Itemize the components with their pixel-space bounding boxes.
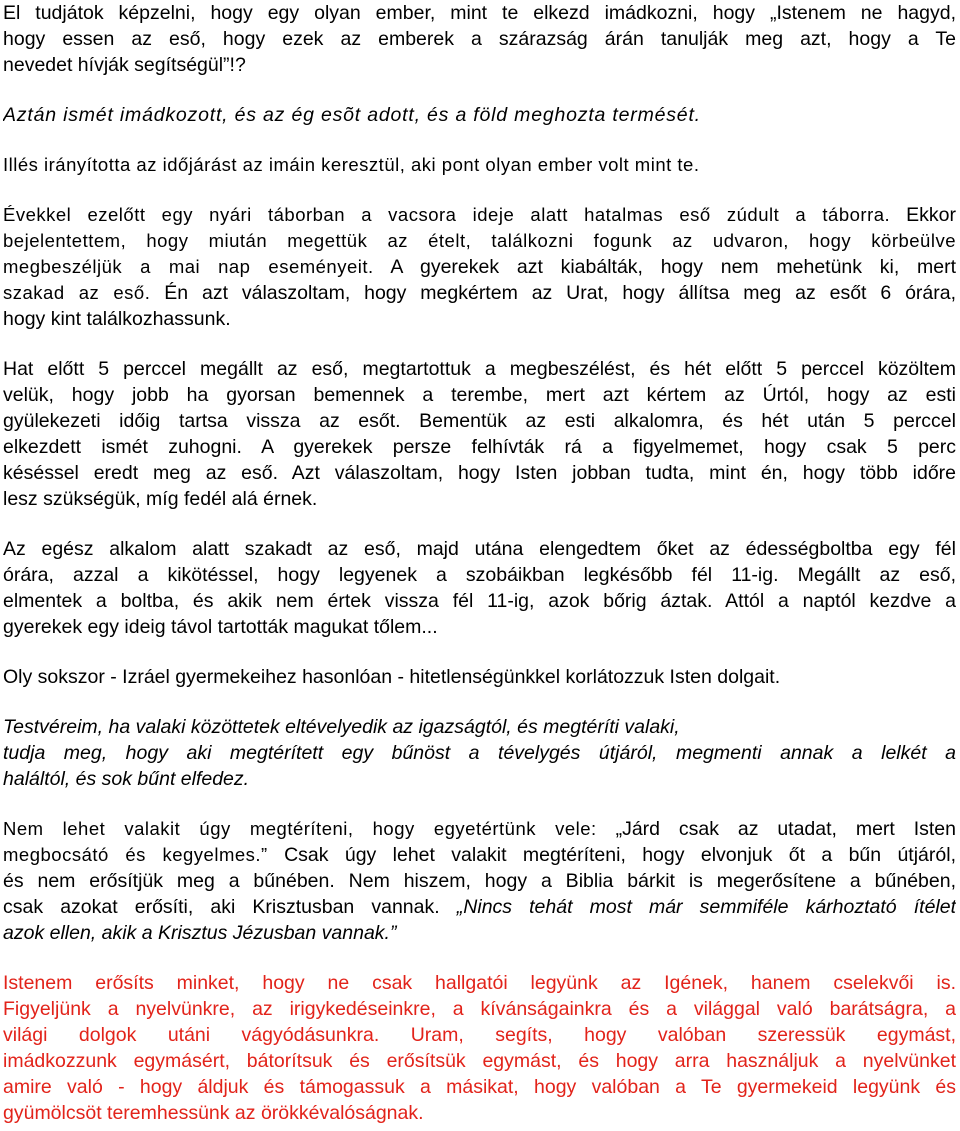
- text-line: és nem erősítjük meg a bűnében. Nem hiszem, hogy a Biblia bárkit is megerősítene a bűnében,: [3, 870, 956, 892]
- text-line: hogy kint találkozhassunk.: [3, 308, 231, 330]
- summary-paragraph: [3, 664, 956, 690]
- camp-story-paragraph: [3, 202, 956, 332]
- document-body: [3, 0, 956, 1126]
- text-segment: Csak úgy lehet valakit megtéríteni, hogy elvonjuk őt a bűn útjáról,: [284, 844, 956, 866]
- text-segment: Évekkel ezelőtt egy nyári táborban a vacsora ideje alatt hatalmas eső zúdult a táborra.: [3, 204, 891, 225]
- reflection-paragraph: [3, 816, 956, 946]
- text-line: [3, 894, 956, 920]
- text-line: velük, hogy jobb ha gyorsan bemennek a terembe, mert azt kértem az Úrtól, hogy az esti: [3, 384, 956, 406]
- text-line: Hat előtt 5 perccel megállt az eső, megtartottuk a megbeszélést, és hét előtt 5 perccel közöltem: [3, 358, 956, 380]
- intro-paragraph: [3, 0, 956, 78]
- camp-story-2-paragraph: [3, 356, 956, 512]
- prayer-line: világi dolgok utáni vágyódásunkra. Uram, segíts, hogy valóban szeressük egymást,: [3, 1024, 956, 1046]
- text-line: El tudjátok képzelni, hogy egy olyan ember, mint te elkezd imádkozni, hogy „Istenem ne hagyd,: [3, 2, 956, 24]
- prayer-paragraph: [3, 970, 956, 1126]
- italic-verse-line: Aztán ismét imádkozott, és az ég esõt adott, és a föld meghozta termését.: [3, 104, 701, 126]
- text-segment: Nem lehet valakit úgy megtéríteni, hogy egyetértünk vele:: [3, 818, 597, 839]
- text-segment: megbeszéljük a mai nap eseményeit.: [3, 256, 374, 277]
- quote-segment: „Járd csak az utadat, mert Isten: [615, 818, 956, 840]
- text-line: gyülekezeti időig tartsa vissza az esőt. Bementük az esti alkalomra, és hét után 5 perccel: [3, 410, 956, 432]
- text-segment: Ekkor: [906, 204, 956, 226]
- text-line: [3, 816, 956, 842]
- rain-verse-paragraph: [3, 102, 956, 128]
- text-line: [3, 202, 956, 228]
- elijah-paragraph: [3, 152, 956, 178]
- text-line: [3, 254, 956, 280]
- text-line: Illés irányította az időjárást az imáin keresztül, aki pont olyan ember volt mint te.: [3, 154, 700, 175]
- text-line: elmentek a boltba, és akik nem értek vissza fél 11-ig, azok bőrig áztak. Attól a naptól kezdve a: [3, 590, 956, 612]
- text-line: órára, azzal a kikötéssel, hogy legyenek a szobáikban legkésőbb fél 11-ig. Megállt az eső,: [3, 564, 956, 586]
- italic-verse-line: tudja meg, hogy aki megtérített egy bűnöst a tévelygés útjáról, megmenti annak a lelkét a: [3, 742, 956, 764]
- text-line: [3, 842, 956, 868]
- text-line: hogy essen az eső, hogy ezek az emberek a szárazság árán tanulják meg azt, hogy a Te: [3, 28, 956, 50]
- text-segment: szakad az eső.: [3, 282, 151, 303]
- text-line: késéssel eredt meg az eső. Azt válaszoltam, hogy Isten jobban tudta, mint én, hogy több időre: [3, 462, 956, 484]
- text-line: elkezdett ismét zuhogni. A gyerekek persze felhívták rá a figyelmemet, hogy csak 5 perc: [3, 436, 956, 458]
- italic-verse-line: haláltól, és sok bűnt elfedez.: [3, 768, 250, 790]
- italic-verse-line: Testvéreim, ha valaki közöttetek eltévelyedik az igazságtól, és megtéríti valaki,: [3, 716, 680, 738]
- text-segment: Én azt válaszoltam, hogy megkértem az Urat, hogy állítsa meg az esőt 6 órára,: [164, 282, 956, 304]
- text-line: gyerekek egy ideig távol tartották magukat tőlem...: [3, 616, 438, 638]
- text-segment: A gyerekek azt kiabálták, hogy nem mehetünk ki, mert: [390, 256, 956, 278]
- text-segment: csak azokat erősíti, aki Krisztusban vannak.: [3, 896, 440, 918]
- text-line: nevedet hívják segítségül”!?: [3, 54, 246, 76]
- camp-story-3-paragraph: [3, 536, 956, 640]
- prayer-line: amire való - hogy áldjuk és támogassuk a másikat, hogy valóban a Te gyermekeid legyünk és: [3, 1076, 956, 1098]
- italic-quote: „Nincs tehát most már semmiféle kárhoztató ítélet: [456, 896, 956, 918]
- text-line: Oly sokszor - Izráel gyermekeihez hasonlóan - hitetlenségünkkel korlátozzuk Isten dolgait.: [3, 666, 781, 688]
- prayer-line: Istenem erősíts minket, hogy ne csak hallgatói legyünk az Igének, hanem cselekvői is.: [3, 972, 956, 994]
- text-line: [3, 280, 956, 306]
- quote-segment: megbocsátó és kegyelmes.”: [3, 844, 268, 865]
- prayer-line: gyümölcsöt teremhessünk az örökkévalóságnak.: [3, 1102, 424, 1124]
- prayer-line: imádkozzunk egymásért, bátorítsuk és erősítsük egymást, és hogy arra használjuk a nyelvünket: [3, 1050, 956, 1072]
- text-line: bejelentettem, hogy miután megettük az ételt, találkozni fogunk az udvaron, hogy körbeülve: [3, 230, 956, 251]
- prayer-line: Figyeljünk a nyelvünkre, az irigykedéseinkre, a kívánságainkra és a világgal való barátságra, a: [3, 998, 956, 1020]
- brothers-verse-paragraph: [3, 714, 956, 792]
- text-line: Az egész alkalom alatt szakadt az eső, majd utána elengedtem őket az édességboltba egy fél: [3, 538, 956, 560]
- italic-quote: azok ellen, akik a Krisztus Jézusban vannak.”: [3, 922, 397, 944]
- text-line: lesz szükségük, míg fedél alá érnek.: [3, 488, 318, 510]
